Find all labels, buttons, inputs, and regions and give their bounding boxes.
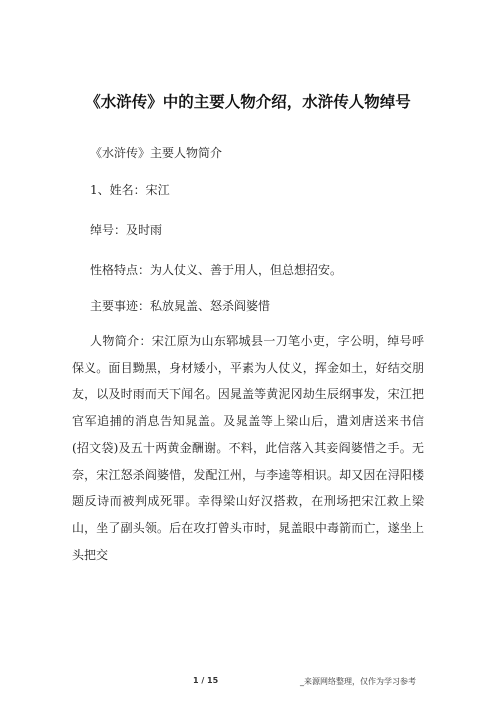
document-title: 《水浒传》中的主要人物介绍，水浒传人物绰号 <box>85 93 411 111</box>
item-traits: 性格特点：为人仗义、善于用人，但总想招安。 <box>90 263 343 277</box>
item-biography: 人物简介：宋江原为山东郓城县一刀笔小吏，字公明，绰号呼保义。面目黝黑，身材矮小，平素为人仗义，挥金如土，好结交朋友，以及时雨而天下闻名。因晁盖等黄泥冈劫生辰纲事发，宋江把官军追捕的消息告知晁盖。及晁盖等上梁山后，遣刘唐送来书信(招文袋)及五十两黄金酬谢。不料，此信落入其妾阎婆惜之手。无奈，宋江怒杀阎婆惜，发配江州，与李逵等相识。却又因在浔阳楼题反诗而被判成死罪。幸得梁山好汉搭救，在刑场把宋江救上梁山，坐了副头领。后在攻打曾头市时，晁盖眼中毒箭而亡，遂坐上头把交 <box>72 334 424 562</box>
footer-note: _来源网络整理，仅作为学习参考 <box>300 677 416 686</box>
item-events: 主要事迹：私放晁盖、怒杀阎婆惜 <box>90 299 271 313</box>
item-nickname: 绰号：及时雨 <box>90 223 163 237</box>
page-number: 1 / 15 <box>193 676 219 685</box>
item-name: 1、姓名：宋江 <box>90 183 170 197</box>
section-heading: 《水浒传》主要人物简介 <box>90 146 223 160</box>
